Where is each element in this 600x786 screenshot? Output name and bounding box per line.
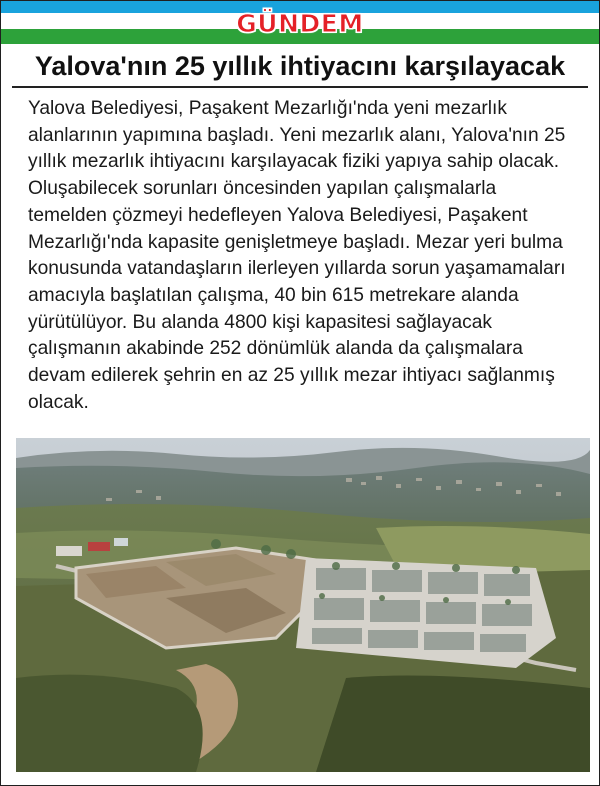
article-body: Yalova Belediyesi, Paşakent Mezarlığı'nda yeni mezarlık alanlarının yapımına başladı. Yeni mezarlık alanı, Yalova'nın 25 yıllık mezarlık ihtiyacını karşılayacak fiziki yapıya sahip olacak. Oluşabilecek sorunları öncesinden yapılan çalışmalarla temelden çözmeyi hedefleyen Yalova Belediyesi, Paşakent Mezarlığı'nda kapasite genişletmeye başladı. Mezar yeri bulma konusunda vatandaşların ilerleyen yıllarda sorun yaşamamaları amacıyla başlatılan çalışma, 40 bin 615 metrekare alanda yürütülüyor. Bu alanda 4800 kişi kapasitesi sağlayacak çalışmanın akabinde 252 dönümlük alanda da çalışmalara devam edilerek şehrin en az 25 yıllık mezar ihtiyacı sağlanmış olacak. xyxy=(28,98,566,413)
red-roof-building xyxy=(88,542,110,551)
header-divider xyxy=(1,42,599,44)
building xyxy=(114,538,128,546)
headline-rule xyxy=(12,86,588,88)
headline: Yalova'nın 25 yıllık ihtiyacını karşılayacak xyxy=(34,51,566,81)
aerial-photo-illustration xyxy=(16,438,590,772)
foreground-trees xyxy=(316,676,590,772)
section-tag: GÜNDEM xyxy=(236,8,364,38)
building xyxy=(56,546,82,556)
foreground-bushes xyxy=(16,675,203,772)
aerial-cemetery-photo xyxy=(16,438,590,772)
